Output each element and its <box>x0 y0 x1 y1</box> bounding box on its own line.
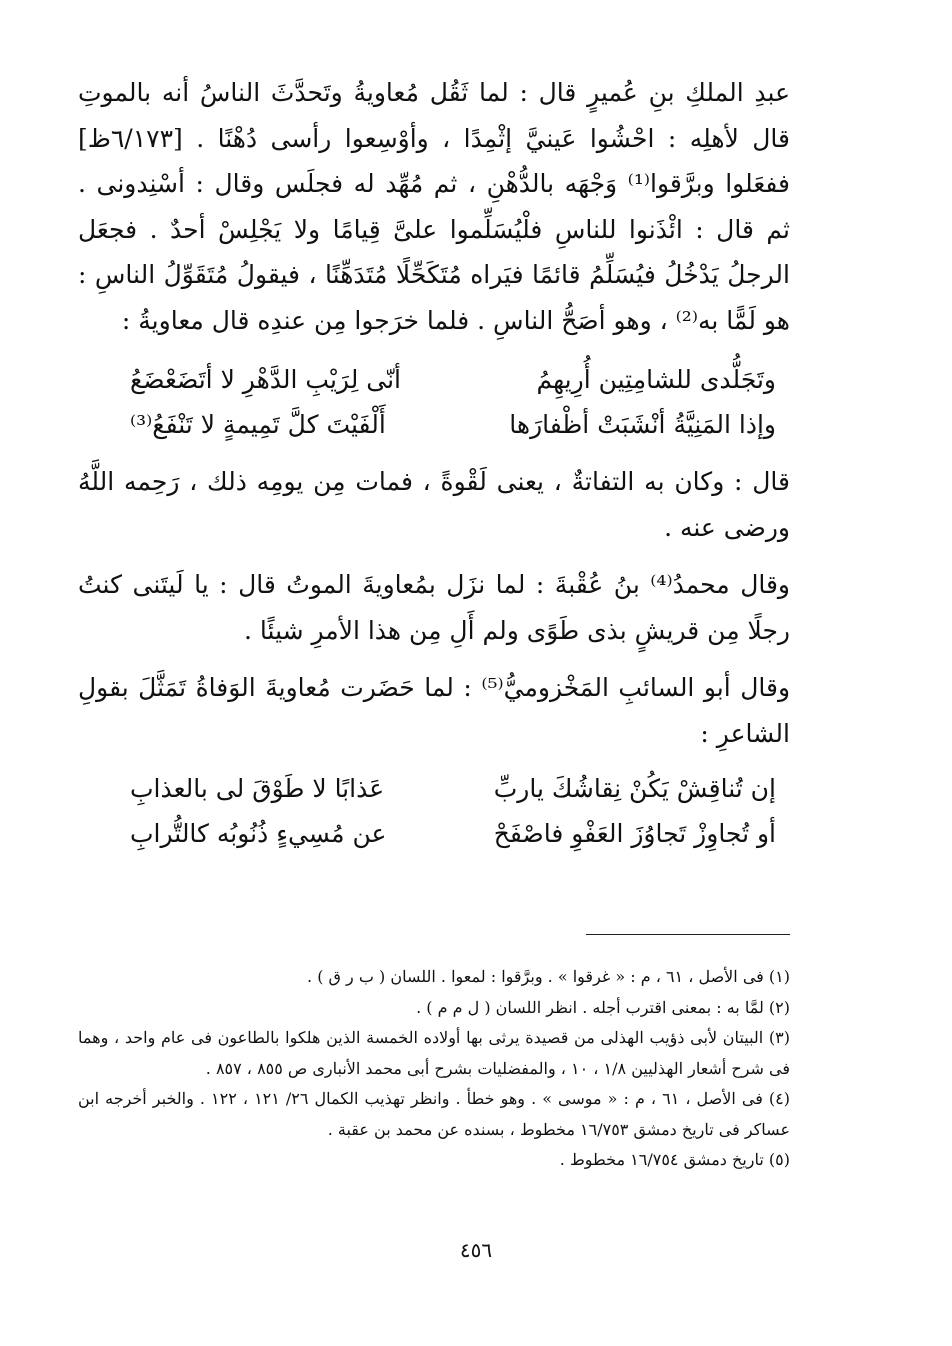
verse-first-hemistich: وتَجَلُّدى للشامِتِين أُرِيهِمُ <box>536 365 776 394</box>
page-number: ٤٥٦ <box>459 1238 493 1262</box>
main-text <box>78 70 790 868</box>
verse-first-hemistich: وإذا المَنِيَّةُ أنْشَبَتْ أظْفارَها <box>509 410 776 439</box>
verse-second-hemistich: عَذابًا لا طَوْقَ لى بالعذابِ <box>130 774 385 803</box>
footnote-3: (٣) البيتان لأبى ذؤيب الهذلى من قصيدة يرثى بها أولاده الخمسة الذين هلكوا بالطاعون فى عام واحد ، وهما فى شرح أشعار الهذليين ١/٨ ، ١٠ ، والمفضليات بشرح أبى محمد الأنبارى ص ٨٥٥ ، ٨٥٧ . <box>78 1028 790 1078</box>
paragraph-death: قال : وكان به التفاتةٌ ، يعنى لَقْوةً ، فمات مِن يومِه ذلك ، رَحِمه اللَّهُ ورضى عنه . <box>78 467 791 542</box>
poem-verse <box>78 357 790 402</box>
footnotes <box>78 962 790 1176</box>
poem-verse <box>78 766 790 811</box>
verse-first-hemistich: إن تُناقِشْ يَكُنْ نِقاشُكَ ياربِّ <box>493 774 776 803</box>
footnote-4: (٤) فى الأصل ، ٦١ ، م : « موسى » . وهو خطأ . وانظر تهذيب الكمال ٢٦/ ١٢١ ، ١٢٢ . والخبر أخرجه ابن عساكر فى تاريخ دمشق ١٦/٧٥٣ مخطوط ، بسنده عن محمد بن عقبة . <box>78 1089 790 1139</box>
poem-verse <box>78 402 790 447</box>
verse-first-hemistich: أو تُجاوِزْ تَجاوُزَ العَفْوِ فاصْفَحْ <box>493 819 776 848</box>
footnote-separator <box>586 934 790 935</box>
poem-quoted-verses <box>78 766 790 856</box>
paragraph-gap <box>78 653 790 665</box>
verse-second-hemistich: أَلْفَيْتَ كلَّ تَمِيمةٍ لا تَنْفَعُ⁽³⁾ <box>130 410 386 439</box>
paragraph-muawiya-illness: عبدِ الملكِ بنِ عُميرٍ قال : لما ثَقُل مُعاويةُ وتَحدَّثَ الناسُ أنه بالموتِ قال لأهلِه : احْشُوا عَينيَّ إثْمِدًا ، وأوْسِعوا رأسى دُهْنًا . [٦/١٧٣ظ] ففعَلوا وبرَّقوا⁽¹⁾ وَجْهَه بالدُّهْنِ ، ثم مُهِّد له فجلَس وقال : أسْنِدونى . ثم قال : ائْذَنوا للناسِ فلْيُسَلِّموا علىَّ قِيامًا ولا يَجْلِسْ أحدٌ . فجعَل الرجلُ يَدْخُلُ فيُسَلِّمُ قائمًا فيَراه مُتَكَحِّلًا مُتَدَهِّنًا ، فيقولُ مُتَقَوِّلُ الناسِ : هو لَمًّا به⁽²⁾ ، وهو أصَحُّ الناسِ . فلما خرَجوا مِن عندِه قال معاويةُ : <box>78 78 790 335</box>
footnote-1: (١) فى الأصل ، ٦١ ، م : « غرقوا » . وبرَّقوا : لمعوا . اللسان ( ب ر ق ) . <box>307 967 790 986</box>
poem-verse <box>78 811 790 856</box>
paragraph-abu-al-saib: وقال أبو السائبِ المَخْزوميُّ⁽⁵⁾ : لما حَضَرت مُعاويةَ الوَفاةُ تَمَثَّلَ بقولِ الشاعرِ : <box>78 673 791 748</box>
verse-second-hemistich: أنّى لِرَيْبِ الدَّهْرِ لا أتَضَعْضَعُ <box>130 365 401 394</box>
poem-abu-dhuayb <box>78 357 790 447</box>
paragraph-muhammad-ibn-uqba: وقال محمدُ⁽⁴⁾ بنُ عُقْبةَ : لما نزَل بمُعاويةَ الموتُ قال : يا لَيتَنى كنتُ رجلًا مِن قريشٍ بذى طَوًى ولم أَلِ مِن هذا الأمرِ شيئًا . <box>78 570 790 645</box>
verse-second-hemistich: عن مُسِيءٍ ذُنُوبُه كالتُّرابِ <box>130 819 387 848</box>
paragraph-gap <box>78 550 790 562</box>
footnote-2: (٢) لمَّا به : بمعنى اقترب أجله . انظر اللسان ( ل م م ) . <box>416 997 790 1017</box>
footnote-5: (٥) تاريخ دمشق ١٦/٧٥٤ مخطوط . <box>559 1150 790 1169</box>
